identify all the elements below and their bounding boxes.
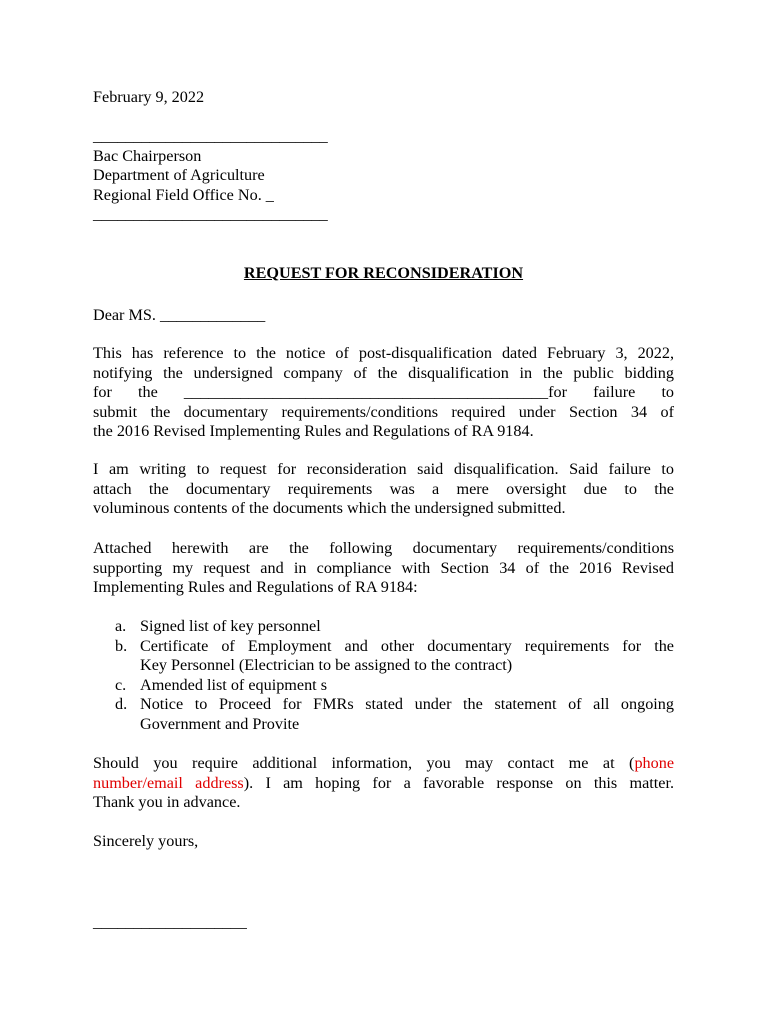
paragraph-contact <box>93 754 674 813</box>
list-item <box>93 676 674 696</box>
requirements-list <box>93 617 674 734</box>
paragraph-request <box>93 460 674 519</box>
signature-line: ___________________ <box>93 913 247 931</box>
list-item <box>93 695 674 734</box>
list-marker: d. <box>115 695 128 713</box>
paragraph-contact-line1 <box>93 754 674 774</box>
addressee-blank-top: _____________________________ <box>93 127 328 145</box>
list-item-text: Amended list of equipment s <box>140 675 328 694</box>
paragraph-reference <box>93 344 674 442</box>
addressee-block <box>93 127 674 225</box>
phone-placeholder: phone <box>634 754 674 772</box>
addressee-title: Bac Chairperson <box>93 146 202 165</box>
paragraph-attachments <box>93 539 674 598</box>
list-item <box>93 617 674 637</box>
contact-text: Should you require additional information, you may contact me at ( <box>93 754 635 772</box>
paragraph-attachments-line3: Implementing Rules and Regulations of RA 9184: <box>93 578 418 596</box>
email-placeholder: number/email address <box>93 773 244 792</box>
list-item-text: Notice to Proceed for FMRs stated under the statement of all ongoing <box>140 695 674 713</box>
paragraph-contact-line3: Thank you in advance. <box>93 793 241 811</box>
addressee-blank-bottom: _____________________________ <box>93 205 328 223</box>
paragraph-contact-line2 <box>93 774 674 794</box>
project-blank: _____________________________________________for <box>183 383 567 401</box>
list-item-text: Certificate of Employment and other documentary requirements for the <box>140 636 674 655</box>
paragraph-reference-line1: This has reference to the notice of post-disqualification dated February 3, 2022, <box>93 344 674 362</box>
addressee-department: Department of Agriculture <box>93 166 265 184</box>
paragraph-reference-line3 <box>93 383 674 403</box>
paragraph-attachments-line2: supporting my request and in compliance with Section 34 of the 2016 Revised <box>93 558 674 577</box>
list-marker: a. <box>115 617 127 635</box>
letter-date: February 9, 2022 <box>93 88 205 106</box>
letter-title: REQUEST FOR RECONSIDERATION <box>243 264 524 282</box>
contact-text-continued: ). I am hoping for a favorable response on this matter. <box>243 773 674 792</box>
text-for-the: for the <box>93 383 158 401</box>
list-item-text-continued: Government and Provite <box>140 714 300 733</box>
list-marker: c. <box>115 675 127 694</box>
addressee-office: Regional Field Office No. _ <box>93 185 274 204</box>
paragraph-reference-line5: the 2016 Revised Implementing Rules and Regulations of RA 9184. <box>93 422 534 440</box>
paragraph-attachments-line1: Attached herewith are the following documentary requirements/conditions <box>93 539 674 557</box>
paragraph-request-line3: voluminous contents of the documents which the undersigned submitted. <box>93 499 566 517</box>
closing: Sincerely yours, <box>93 832 199 850</box>
text-to: to <box>661 383 675 401</box>
list-item-text-continued: Key Personnel (Electrician to be assigned to the contract) <box>140 656 513 674</box>
paragraph-request-line1: I am writing to request for reconsideration said disqualification. Said failure to <box>93 460 674 478</box>
list-item-text: Signed list of key personnel <box>140 617 321 635</box>
salutation: Dear MS. _____________ <box>93 306 266 324</box>
list-item <box>93 637 674 676</box>
paragraph-reference-line2: notifying the undersigned company of the disqualification in the public bidding <box>93 363 674 382</box>
paragraph-reference-line4: submit the documentary requirements/conditions required under Section 34 of <box>93 402 674 421</box>
list-marker: b. <box>115 636 128 655</box>
text-failure: failure <box>593 383 636 401</box>
paragraph-request-line2: attach the documentary requirements was a mere oversight due to the <box>93 479 674 498</box>
